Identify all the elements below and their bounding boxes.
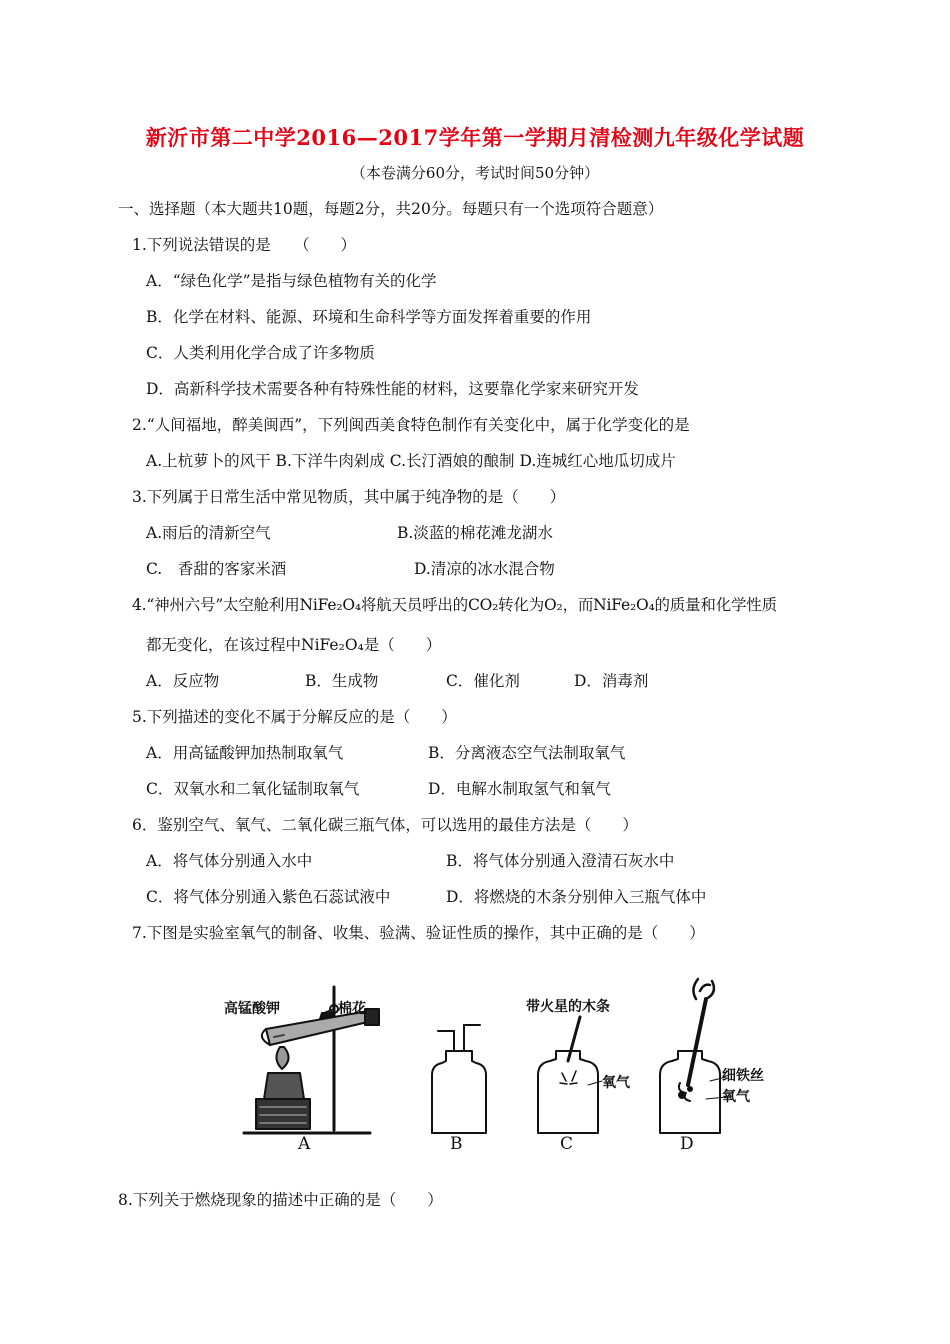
q4-stem-line2: 都无变化，在该过程中NiFe₂O₄是（ ）	[146, 636, 442, 654]
q5-stem: 5.下列描述的变化不属于分解反应的是（ ）	[132, 708, 457, 726]
label-letter-a: A	[298, 1134, 311, 1150]
q1-option-a: A．“绿色化学”是指与绿色植物有关的化学	[146, 272, 437, 290]
q2-stem: 2.“人间福地，醉美闽西”，下列闽西美食特色制作有关变化中，属于化学变化的是	[132, 416, 690, 434]
q4-option-b: B．生成物	[305, 672, 379, 690]
q4-option-c: C．催化剂	[446, 672, 520, 690]
label-letter-c: C	[560, 1134, 574, 1150]
label-oxygen-d: 氧气	[722, 1089, 750, 1105]
q8-stem: 8.下列关于燃烧现象的描述中正确的是（ ）	[118, 1191, 443, 1209]
q4-stem-line1: 4.“神州六号”太空舱利用NiFe₂O₄将航天员呼出的CO₂转化为O₂，而NiFe₂O₄的质量和化学性质	[132, 596, 777, 614]
q7-figure	[210, 965, 770, 1150]
q4-option-d: D．消毒剂	[574, 672, 649, 690]
q6-stem: 6．鉴别空气、氧气、二氧化碳三瓶气体，可以选用的最佳方法是（ ）	[132, 816, 638, 834]
q6-option-b: B．将气体分别通入澄清石灰水中	[446, 852, 675, 870]
q3-option-d: D.清凉的冰水混合物	[414, 560, 555, 578]
q4-option-a: A．反应物	[146, 672, 220, 690]
apparatus-c	[538, 1017, 602, 1133]
label-cotton: 棉花	[338, 1001, 366, 1017]
label-letter-b: B	[450, 1134, 463, 1150]
label-glowing-splint: 带火星的木条	[526, 999, 610, 1015]
q2-options: A.上杭萝卜的风干 B.下洋牛肉剁成 C.长汀酒娘的酿制 D.连城红心地瓜切成片	[146, 452, 676, 470]
q3-option-a: A.雨后的清新空气	[146, 524, 271, 542]
q3-stem: 3.下列属于日常生活中常见物质，其中属于纯净物的是（ ）	[132, 488, 566, 506]
q6-option-a: A．将气体分别通入水中	[146, 852, 313, 870]
q3-option-c: C. 香甜的客家米酒	[146, 560, 287, 578]
page-title: 新沂市第二中学2016—2017学年第一学期月清检测九年级化学试题	[145, 125, 805, 150]
q1-option-b: B．化学在材料、能源、环境和生命科学等方面发挥着重要的作用	[146, 308, 592, 326]
label-oxygen-c: 氧气	[602, 1075, 630, 1091]
q5-option-a: A．用高锰酸钾加热制取氧气	[146, 744, 344, 762]
label-potassium-permanganate: 高锰酸钾	[224, 1001, 280, 1017]
page-subtitle: （本卷满分60分，考试时间50分钟）	[350, 164, 600, 182]
label-iron-wire: 细铁丝	[722, 1068, 764, 1084]
q5-option-d: D．电解水制取氢气和氧气	[428, 780, 611, 798]
q1-option-c: C．人类利用化学合成了许多物质	[146, 344, 375, 362]
q3-option-b: B.淡蓝的棉花滩龙湖水	[397, 524, 553, 542]
q7-stem: 7.下图是实验室氧气的制备、收集、验满、验证性质的操作，其中正确的是（ ）	[132, 924, 705, 942]
q6-option-d: D．将燃烧的木条分别伸入三瓶气体中	[446, 888, 707, 906]
q1-stem: 1.下列说法错误的是 （ ）	[132, 236, 357, 254]
q5-option-c: C．双氧水和二氧化锰制取氧气	[146, 780, 360, 798]
q1-option-d: D．高新科学技术需要各种有特殊性能的材料，这要靠化学家来研究开发	[146, 380, 639, 398]
q5-option-b: B．分离液态空气法制取氧气	[428, 744, 626, 762]
section-heading: 一、选择题（本大题共10题，每题2分，共20分。每题只有一个选项符合题意）	[118, 200, 664, 218]
q6-option-c: C．将气体分别通入紫色石蕊试液中	[146, 888, 391, 906]
apparatus-b	[432, 1025, 486, 1133]
apparatus-d	[660, 979, 726, 1133]
label-letter-d: D	[680, 1134, 694, 1150]
